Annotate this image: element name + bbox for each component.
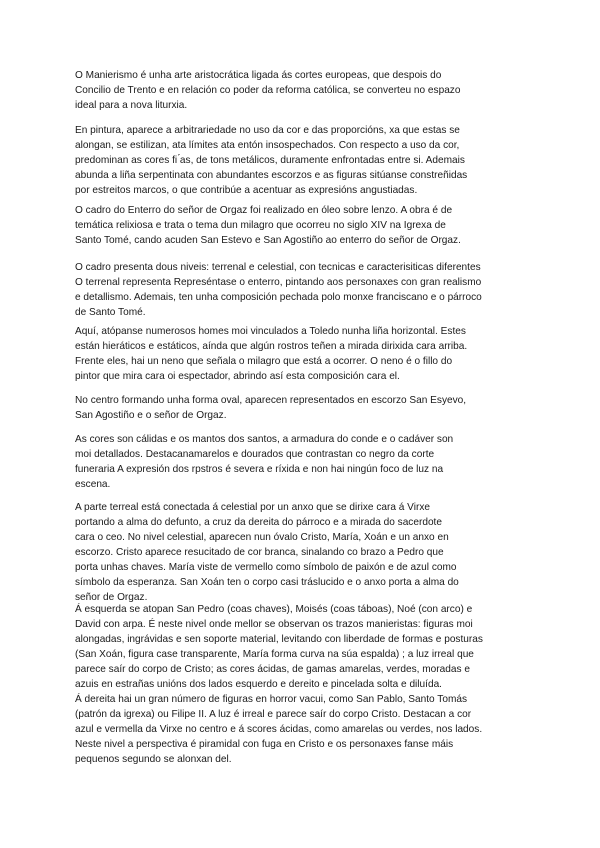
- text-line: están hieráticos e estáticos, aínda que algún rostros teñen a mirada dirixida cara arriba.: [75, 341, 468, 352]
- text-line: Á esquerda se atopan San Pedro (coas chaves), Moisés (coas táboas), Noé (con arco) e: [75, 604, 473, 615]
- text-line: En pintura, aparece a arbitrariedade no uso da cor e das proporcións, xa que estas se: [75, 125, 460, 136]
- text-line: abunda a liña serpentinata con abundantes escorzos e as figuras sitúanse constreñidas: [75, 170, 468, 181]
- paragraph-toledo-men: [75, 324, 525, 384]
- text-line: Neste nivel a perspectiva é piramidal con fuga en Cristo e os personaxes fanse máis: [75, 739, 454, 750]
- paragraph-colors: [75, 432, 525, 492]
- text-line: azul e vermella da Virxe no centro e á scores ácidas, como amarelas ou verdes, nos lados.: [75, 724, 483, 735]
- text-line: e detallismo. Ademais, ten unha composición pechada polo monxe franciscano e o párroco: [75, 292, 482, 303]
- text-line: de Santo Tomé.: [75, 307, 146, 318]
- text-line: funeraria A expresión dos rpstros é severa e ríxida e non hai ningún foco de luz na: [75, 464, 444, 475]
- paragraph-celestial-connection: [75, 500, 525, 605]
- text-line: (patrón da igrexa) ou Filipe II. A luz é irreal e parece saír do corpo Cristo. Destacan a cor: [75, 709, 472, 720]
- text-line: No centro formando unha forma oval, aparecen representados en escorzo San Esyevo,: [75, 395, 467, 406]
- paragraph-painting-style: [75, 123, 525, 198]
- text-line: escorzo. Cristo aparece resucitado de cor branca, sinalando co brazo a Pedro que: [75, 547, 444, 558]
- text-line: As cores son cálidas e os mantos dos santos, a armadura do conde e o cadáver son: [75, 434, 454, 445]
- text-line: moi detallados. Destacanamarelos e dourados que contrastan co negro da corte: [75, 449, 435, 460]
- text-line: Frente eles, hai un neno que señala o milagro que está a ocorrer. O neno é o fillo do: [75, 356, 453, 367]
- text-line: Aquí, atópanse numerosos homes moi vinculados a Toledo nunha liña horizontal. Estes: [75, 326, 466, 337]
- text-line: señor de Orgaz.: [75, 592, 148, 603]
- text-line: Á dereita hai un gran número de figuras en horror vacui, como San Pablo, Santo Tomás: [75, 694, 468, 705]
- text-line: San Agostiño e o señor de Orgaz.: [75, 410, 227, 421]
- paragraph-painting-origin: [75, 203, 525, 248]
- text-line: porta unhas chaves. María viste de vermello como símbolo de paixón e de azul como: [75, 562, 457, 573]
- text-line: predominan as cores fi ́as, de tons metálicos, duramente enfrontadas entre si. Ademais: [75, 155, 465, 166]
- text-line: pintor que mira cara oi espectador, abrindo así esta composición cara el.: [75, 371, 400, 382]
- text-line: ideal para a nova liturxia.: [75, 100, 188, 111]
- text-line: azuis en estrañas unións dos lados esquerdo e dereito e pincelada solta e diluída.: [75, 679, 442, 690]
- paragraph-intro: [75, 68, 525, 113]
- paragraph-left-right-figures: [75, 602, 525, 767]
- text-line: O Manierismo é unha arte aristocrática ligada ás cortes europeas, que despois do: [75, 70, 442, 81]
- text-line: temática relixiosa e trata o tema dun milagro que ocorreu no siglo XIV na Igrexa de: [75, 220, 446, 231]
- text-line: parece saír do corpo de Cristo; as cores ácidas, de gamas amarelas, verdes, moradas e: [75, 664, 470, 675]
- text-line: cara o ceo. No nivel celestial, aparecen nun óvalo Cristo, María, Xoán e un anxo en: [75, 532, 449, 543]
- text-line: Concilio de Trento e en relación co poder da reforma católica, se converteu no espazo: [75, 85, 461, 96]
- paragraph-two-levels: [75, 260, 525, 320]
- text-line: escena.: [75, 479, 111, 490]
- text-line: O cadro presenta dous niveis: terrenal e celestial, con tecnicas e caracterisiticas diferentes: [75, 262, 481, 273]
- text-line: Santo Tomé, cando acuden San Estevo e San Agostiño ao enterro do señor de Orgaz.: [75, 235, 461, 246]
- text-line: alongadas, ingrávidas e sen soporte material, levitando con liberdade de formas e posturas: [75, 634, 483, 645]
- text-line: alongan, se estilizan, ata límites ata entón insospechados. Con respecto a uso da cor,: [75, 140, 460, 151]
- text-line: por estreitos marcos, o que contribúe a acentuar as expresións angustiadas.: [75, 185, 418, 196]
- paragraph-oval-center: [75, 393, 525, 423]
- text-line: pequenos segundo se alonxan del.: [75, 754, 232, 765]
- text-line: O terrenal representa Represéntase o enterro, pintando aos personaxes con gran realismo: [75, 277, 482, 288]
- text-line: símbolo da esperanza. San Xoán ten o corpo casi tráslucido e o anxo porta a alma do: [75, 577, 459, 588]
- text-line: portando a alma do defunto, a cruz da dereita do párroco e a mirada do sacerdote: [75, 517, 442, 528]
- text-line: A parte terreal está conectada á celestial por un anxo que se dirixe cara á Virxe: [75, 502, 430, 513]
- text-line: O cadro do Enterro do señor de Orgaz foi realizado en óleo sobre lenzo. A obra é de: [75, 205, 453, 216]
- text-line: (San Xoán, figura case transparente, María forma curva na súa espalda) ; a luz irreal que: [75, 649, 474, 660]
- text-line: David con arpa. É neste nivel onde mellor se observan os trazos manieristas: figuras moi: [75, 619, 473, 630]
